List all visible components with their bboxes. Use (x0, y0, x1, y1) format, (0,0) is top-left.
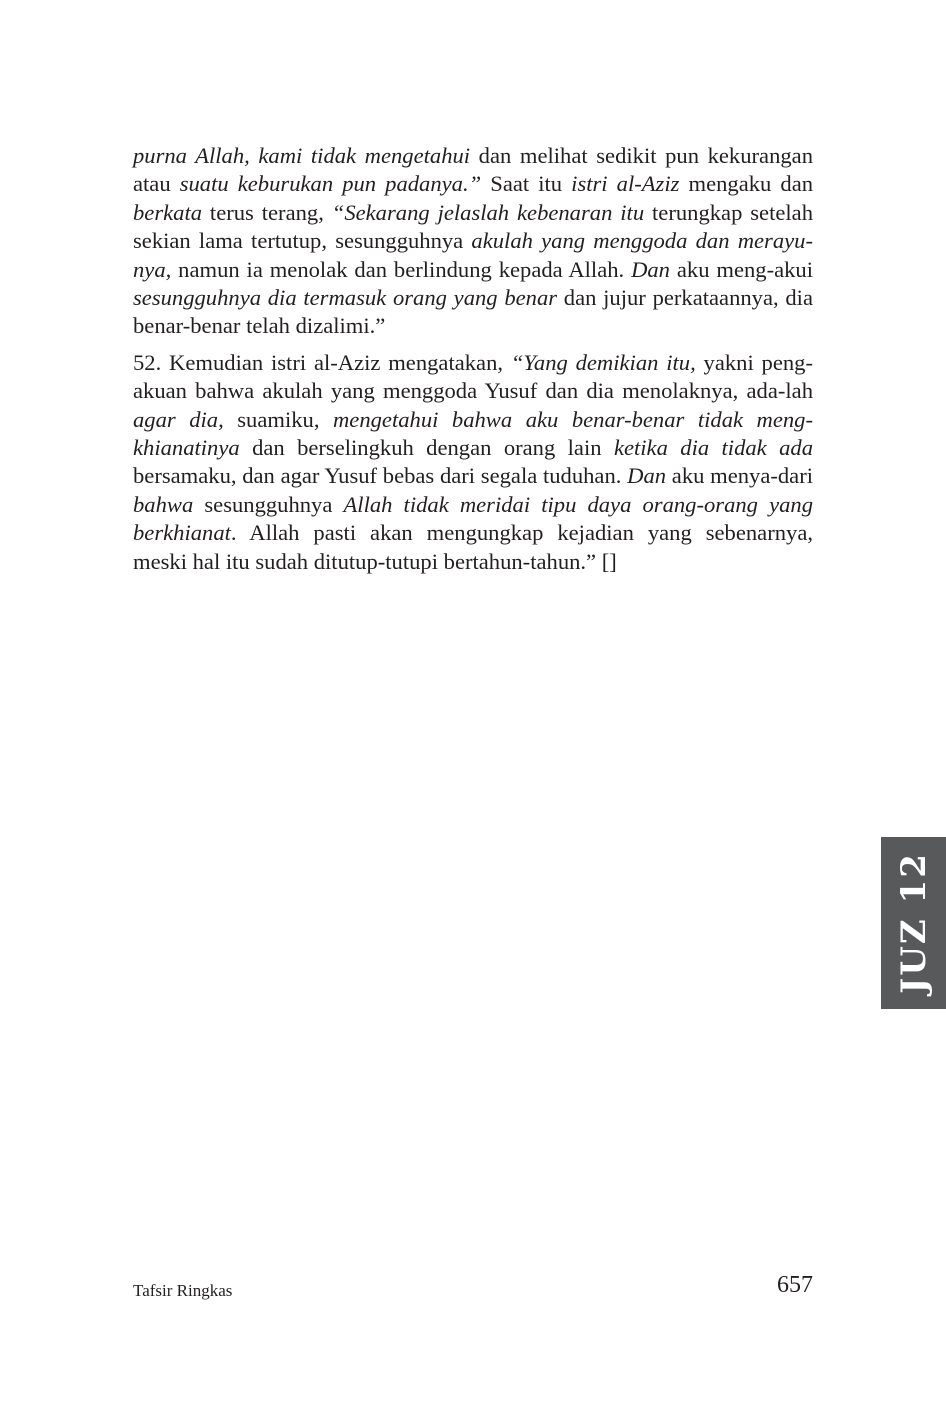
footer-book-title: Tafsir Ringkas (133, 1281, 233, 1300)
italic-text-run: agar dia, (133, 406, 224, 432)
text-run: suamiku, (223, 406, 333, 432)
italic-text-run: berkata (133, 199, 203, 225)
text-run: bersamaku, dan agar Yusuf bebas dari segala tuduhan. (133, 463, 628, 489)
italic-text-run: Dan (627, 463, 667, 489)
juz-label: JUZ 12 (893, 852, 934, 994)
juz-side-tab (881, 837, 946, 1009)
paragraph-verse-51-continued (133, 142, 813, 341)
italic-text-run: akulah yang menggoda dan merayu-nya, (133, 228, 813, 282)
italic-text-run: ketika dia tidak ada (613, 435, 813, 461)
text-run: Saat itu (481, 171, 572, 197)
text-run: namun ia menolak dan berlindung kepada Allah. (171, 256, 632, 282)
italic-text-run: purna Allah, kami tidak mengetahui (133, 143, 471, 168)
text-run: . Allah pasti akan mengungkap kejadian yang sebenarnya, meski hal itu sudah ditutup-tutupi bertahun-tahun.” [] (133, 520, 813, 574)
text-run: dan berselingkuh dengan orang lain (239, 435, 614, 461)
page-number: 657 (777, 1272, 813, 1298)
italic-text-run: “Sekarang jelaslah kebenaran itu (331, 199, 645, 225)
text-run: yakni peng-akuan bahwa akulah yang menggoda Yusuf dan dia menolaknya, ada-lah (133, 349, 813, 404)
italic-text-run: Allah tidak meridai tipu daya orang-orang yang berkhianat (133, 491, 813, 546)
body-text (133, 142, 813, 576)
text-run: terungkap setelah sekian lama tertutup, sesungguhnya (133, 199, 813, 254)
text-run: 52. Kemudian istri al-Aziz mengatakan, (133, 349, 511, 375)
italic-text-run: suatu keburukan pun padanya.” (179, 171, 482, 197)
italic-text-run: “Yang demikian itu, (510, 349, 696, 375)
text-run: dan melihat sedikit pun kekurangan atau (133, 143, 813, 197)
italic-text-run: istri al-Aziz (571, 171, 680, 197)
italic-text-run: mengetahui bahwa aku benar-benar tidak meng-khianatinya (133, 406, 813, 461)
italic-text-run: bahwa (133, 491, 194, 517)
text-run: aku meng-akui (669, 256, 813, 282)
text-run: mengaku dan (679, 171, 814, 197)
text-run: dan jujur perkataannya, dia benar-benar telah dizalimi.” (133, 285, 813, 339)
italic-text-run: sesungguhnya dia termasuk orang yang benar (133, 285, 558, 311)
italic-text-run: Dan (631, 256, 670, 282)
text-run: aku menya-dari (666, 463, 814, 489)
text-run: sesungguhnya (193, 491, 344, 517)
text-run: terus terang, (202, 199, 332, 225)
paragraph-verse-52 (133, 349, 813, 576)
